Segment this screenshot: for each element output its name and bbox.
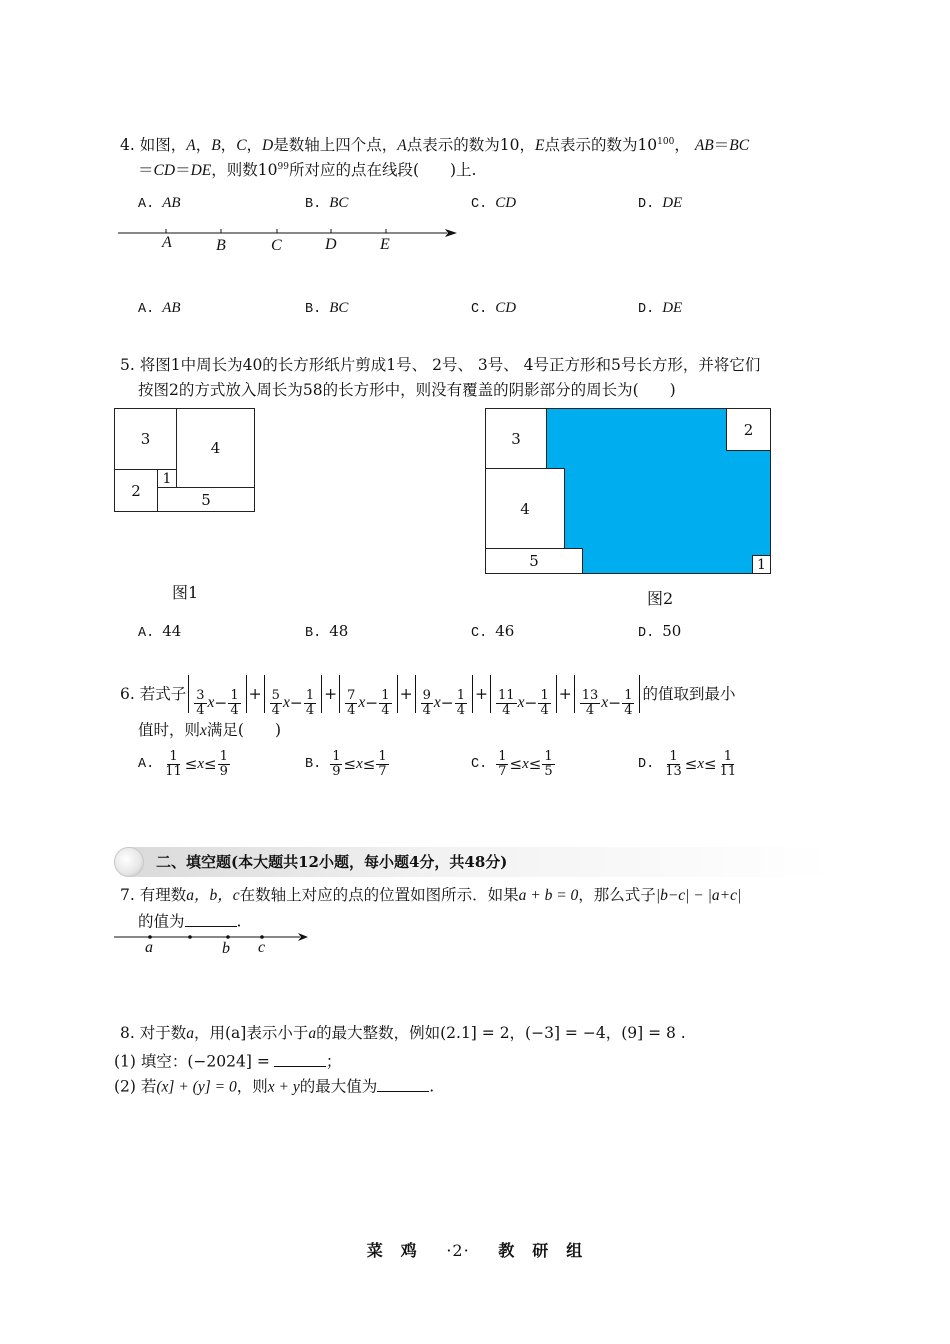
q8-part-2: (2) 若(x] + (y] = 0，则x + y的最大值为 . xyxy=(114,1075,434,1097)
abs-term-3: $\frac{7}{4}$ x − $\frac{1}{4}$ xyxy=(339,675,397,713)
q5-stem-line1: 5. 将图1中周长为40的长方形纸片剪成1号、 2号、 3号、 4号正方形和5号长方形，并将它们 xyxy=(120,356,761,374)
section-2-bullet-icon xyxy=(114,847,144,877)
q8-part1-blank[interactable] xyxy=(274,1050,326,1067)
q4-option-a[interactable]: A. AB xyxy=(138,300,181,317)
q5-option-d[interactable]: D. 50 xyxy=(638,622,682,641)
section-2-title: 二、填空题(本大题共12小题，每小题4分，共48分) xyxy=(156,853,508,871)
point-a-label: A xyxy=(186,137,196,154)
q4-point-b: B xyxy=(216,237,226,254)
q5-stem-line2: 按图2的方式放入周长为58的长方形中，则没有覆盖的阴影部分的周长为( ) xyxy=(138,381,676,399)
abs-term-5: $\frac{11}{4}$ x − $\frac{1}{4}$ xyxy=(490,675,557,713)
fig2-square-1: 1 xyxy=(752,555,771,574)
q6-option-d[interactable]: D. $\frac{1}{13}$ ≤ x ≤ $\frac{1}{11}$ xyxy=(638,749,737,779)
q5-option-c[interactable]: C. 46 xyxy=(471,622,515,641)
q4-option-b[interactable]: B. BC xyxy=(305,300,349,317)
q7-number-line xyxy=(112,930,312,946)
fig2-square-4: 4 xyxy=(485,468,565,549)
q6-stem-line2: 值时，则x满足( ) xyxy=(138,721,282,739)
q5-option-a[interactable]: A. 44 xyxy=(138,622,182,641)
fig1-caption: 图1 xyxy=(172,583,199,602)
q4-point-c: C xyxy=(271,237,282,254)
fig2-rect-5: 5 xyxy=(485,548,583,574)
q7-point-b: b xyxy=(222,940,230,957)
q7-point-c: c xyxy=(258,939,266,956)
q7-stem-line2: 的值为 . xyxy=(138,910,241,931)
abs-term-4: $\frac{9}{4}$ x − $\frac{1}{4}$ xyxy=(415,675,473,713)
q6-option-a[interactable]: A. $\frac{1}{11}$ ≤ x ≤ $\frac{1}{9}$ xyxy=(138,749,228,779)
abs-term-1: $\frac{3}{4}$ x − $\frac{1}{4}$ xyxy=(188,675,246,713)
fig2-caption: 图2 xyxy=(647,589,674,608)
q6-stem-line1: 6. 若式子 $\frac{3}{4}$ x − $\frac{1}{4}$ + $\frac{5}{4}$ x − $\frac{1}{4}$ + $\frac{7}{4}$ x − $\frac{1}{4}$ + $\frac{9}{4}$ x − $\frac{1}{4}$ + $\frac{11}{4}$ x − $\frac{1}{4}$ + $\frac{13}{4}$ x − $\frac{1}{4}$ 的值取到最小 xyxy=(120,675,735,713)
fig2-square-2: 2 xyxy=(726,408,771,451)
q6-option-b[interactable]: B. $\frac{1}{9}$ ≤ x ≤ $\frac{1}{7}$ xyxy=(305,749,387,779)
fig1-square-1: 1 xyxy=(157,469,177,488)
q4-option-c[interactable]: C. CD xyxy=(471,300,517,317)
q4-point-a: A xyxy=(162,234,172,251)
q4-option-b-top[interactable]: B. BC xyxy=(305,195,349,212)
q4-option-c-top[interactable]: C. CD xyxy=(471,195,517,212)
page-footer: 菜 鸡 ·2· 教 研 组 xyxy=(366,1241,584,1260)
fig1-square-2: 2 xyxy=(114,469,158,512)
q8-part2-blank[interactable] xyxy=(377,1075,429,1092)
fig2-square-3: 3 xyxy=(485,408,547,469)
q4-point-e: E xyxy=(380,236,390,253)
q5-option-b[interactable]: B. 48 xyxy=(305,622,349,641)
abs-term-2: $\frac{5}{4}$ x − $\frac{1}{4}$ xyxy=(264,675,322,713)
q6-option-c[interactable]: C. $\frac{1}{7}$ ≤ x ≤ $\frac{1}{5}$ xyxy=(471,749,553,779)
fig1-rect-5: 5 xyxy=(157,487,255,512)
q7-point-a: a xyxy=(145,939,153,956)
page-number: ·2· xyxy=(446,1241,470,1260)
q4-stem-line1: 4. 如图，A，B，C，D是数轴上四个点，A点表示的数为10，E点表示的数为$10^{100}$， AB＝BC xyxy=(120,136,750,154)
q4-stem-line2: ＝CD＝DE，则数$10^{99}$所对应的点在线段( )上. xyxy=(138,161,477,179)
q4-option-d-top[interactable]: D. DE xyxy=(638,195,683,212)
abs-term-6: $\frac{13}{4}$ x − $\frac{1}{4}$ xyxy=(574,675,641,713)
q4-option-d[interactable]: D. DE xyxy=(638,300,683,317)
fig1-square-3: 3 xyxy=(114,408,177,470)
q8-stem-line1: 8. 对于数a，用(a]表示小于a的最大整数，例如(2.1] = 2，(−3] = −4，(9] = 8 . xyxy=(120,1024,686,1042)
q7-stem-line1: 7. 有理数a，b，c在数轴上对应的点的位置如图所示．如果a + b = 0，那么式子|b−c| − |a+c| xyxy=(120,886,742,904)
q8-part-1: (1) 填空：(−2024] = ； xyxy=(114,1050,341,1071)
q4-option-a-top[interactable]: A. AB xyxy=(138,195,181,212)
q7-answer-blank[interactable] xyxy=(185,910,237,927)
fig1-square-4: 4 xyxy=(176,408,255,488)
q4-point-d: D xyxy=(325,236,337,253)
